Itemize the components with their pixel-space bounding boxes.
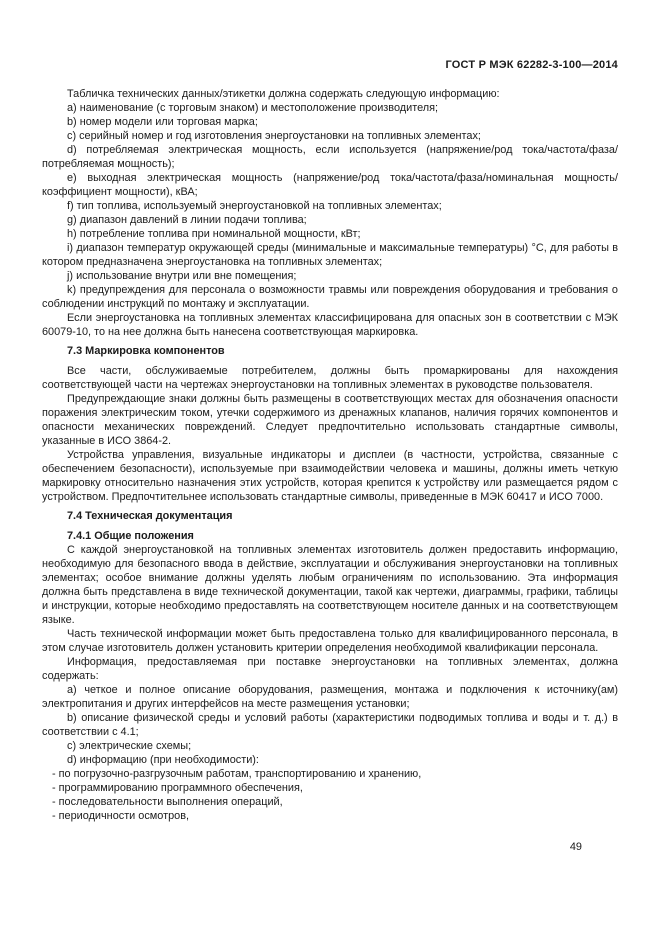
paragraph: f) тип топлива, используемый энергоустановкой на топливных элементах; [67, 200, 442, 212]
paragraph: h) потребление топлива при номинальной мощности, кВт; [67, 228, 361, 240]
dash-list-item: - периодичности осмотров, [52, 810, 190, 822]
section-heading: 7.3 Маркировка компонентов [67, 345, 225, 357]
paragraph: g) диапазон давлений в линии подачи топлива; [67, 214, 307, 226]
dash-list-item: - по погрузочно-разгрузочным работам, транспортированию и хранению, [52, 768, 422, 780]
paragraph: c) электрические схемы; [67, 740, 192, 752]
dash-list-item: - программированию программного обеспечения, [52, 782, 303, 794]
paragraph: k) предупреждения для персонала о возможности травмы или повреждения оборудования и требования о соблюдении инструкций по монтажу и эксплуатации. [42, 284, 618, 310]
page-number: 49 [569, 841, 582, 853]
section-heading: 7.4 Техническая документация [67, 510, 233, 522]
paragraph: Предупреждающие знаки должны быть размещены в соответствующих местах для обозначения опасности поражения электрическим током, утечки содержимого из дренажных клапанов, наличия горячих компонентов и опасности механических повреждений. Следует предпочтительно использовать стандартные символы, указанные в ИСО 3864-2. [42, 393, 618, 447]
paragraph: j) использование внутри или вне помещения; [67, 270, 297, 282]
document-body [42, 87, 618, 823]
dash-list-item: - последовательности выполнения операций, [52, 796, 283, 808]
paragraph: Часть технической информации может быть предоставлена только для квалифицированного персонала, в этом случае изготовитель должен установить критерии определения необходимой квалификации персонала. [42, 628, 618, 654]
paragraph: d) информацию (при необходимости): [67, 754, 259, 766]
paragraph: Все части, обслуживаемые потребителем, должны быть промаркированы для нахождения соответствующей части на чертежах энергоустановки на топливных элементах в руководстве пользователя. [42, 365, 618, 391]
paragraph: d) потребляемая электрическая мощность, если используется (напряжение/род тока/частота/фаза/потребляемая мощность); [42, 144, 618, 170]
paragraph: С каждой энергоустановкой на топливных элементах изготовитель должен предоставить информацию, необходимую для безопасного ввода в действие, эксплуатации и обслуживания энергоустановки на топливных элементах; особое внимание должны уделять любым ограничениям по использованию. Эта информация должна быть представлена в виде технической документации, такой как чертежи, диаграммы, графики, таблицы и инструкции, которые необходимо предоставлять на соответствующем носителе данных и на соответствующем языке. [42, 544, 618, 626]
paragraph: a) наименование (с торговым знаком) и местоположение производителя; [67, 102, 439, 114]
paragraph: Табличка технических данных/этикетки должна содержать следующую информацию: [67, 88, 500, 100]
paragraph: c) серийный номер и год изготовления энергоустановки на топливных элементах; [67, 130, 481, 142]
paragraph: b) описание физической среды и условий работы (характеристики подводимых топлива и воды и т. д.) в соответствии с 4.1; [42, 712, 618, 738]
paragraph: a) четкое и полное описание оборудования, размещения, монтажа и подключения к источнику(ам) электропитания и других интерфейсов на месте размещения установки; [42, 684, 618, 710]
paragraph: Устройства управления, визуальные индикаторы и дисплеи (в частности, устройства, связанные с обеспечением безопасности), используемые при взаимодействии человека и машины, должны иметь четкую маркировку относительно назначения этих устройств, которая крепится к устройству или размещается рядом с устройством. Предпочтительнее использовать стандартные символы, приведенные в МЭК 60417 и ИСО 7000. [42, 449, 618, 503]
paragraph: b) номер модели или торговая марка; [67, 116, 258, 128]
paragraph: Если энергоустановка на топливных элементах классифицирована для опасных зон в соответствии с МЭК 60079-10, то на нее должна быть нанесена соответствующая маркировка. [42, 312, 618, 338]
document-header-title: ГОСТ Р МЭК 62282-3-100—2014 [445, 59, 618, 71]
subsection-heading: 7.4.1 Общие положения [67, 530, 194, 542]
paragraph: i) диапазон температур окружающей среды (минимальные и максимальные температуры) °С, для работы в котором предназначена энергоустановка на топливных элементах; [42, 242, 618, 268]
paragraph: Информация, предоставляемая при поставке энергоустановки на топливных элементах, должна содержать: [42, 656, 618, 682]
paragraph: e) выходная электрическая мощность (напряжение/род тока/частота/фаза/номинальная мощность/коэффициент мощности), кВА; [42, 172, 618, 198]
